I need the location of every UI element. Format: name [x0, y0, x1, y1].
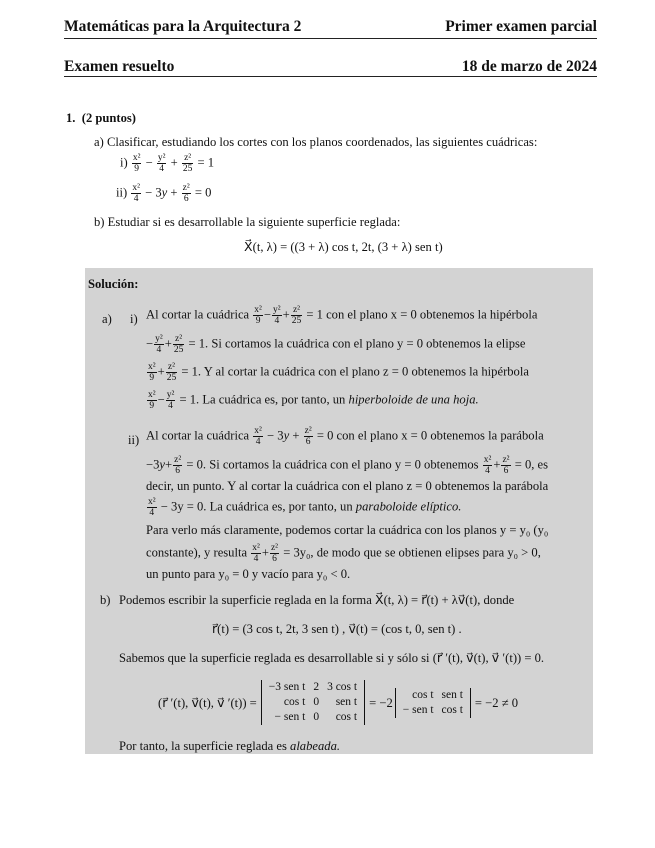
matrix-cell: cos t — [412, 688, 434, 701]
exam-date: 18 de marzo de 2024 — [461, 58, 597, 75]
solution-ai-line-3: $\frac{\text{x²}}{9}$ + $\frac{\text{z²}}{25}$ = 1. Y al cortar la cuádrica con el plano z = 0 obtenemos la hipérbola — [148, 362, 529, 383]
matrix-row — [265, 710, 361, 725]
solution-aii-line-4: $\frac{\text{x²}}{4}$ − 3y = 0. La cuádrica es, por tanto, un paraboloide elíptico. — [148, 497, 462, 518]
matrix-cell: sen t — [441, 688, 463, 701]
determinant-2x2 — [395, 688, 471, 718]
header-rule — [64, 38, 597, 39]
fraction: $\frac{\text{x²}}{4}$ — [254, 426, 262, 447]
fraction: $\frac{\text{y²}}{4}$ — [273, 305, 281, 326]
part-b-text: Estudiar si es desarrollable la siguiente superficie reglada: — [107, 215, 401, 229]
solution-aii-line-3: decir, un punto. Y al cortar la cuádrica con el plano z = 0 obtenemos la parábola — [146, 479, 549, 493]
problem-heading — [66, 110, 136, 126]
item-label: ii) — [116, 185, 128, 200]
problem-number: 1. — [66, 111, 76, 125]
fraction: $\frac{\text{x²}}{4}$ — [148, 497, 156, 518]
matrix-row — [399, 688, 467, 703]
matrix-cell: sen t — [335, 696, 358, 708]
fraction: $\frac{\text{z²}}{25}$ — [291, 305, 302, 326]
solution-ai-line-2: − $\frac{\text{y²}}{4}$ + $\frac{\text{z²}}{25}$ = 1. Si cortamos la cuádrica con el plano y = 0 obtenemos la elipse — [146, 334, 526, 355]
solution-b-conclusion: Por tanto, la superficie reglada es alabeada. — [119, 739, 341, 753]
solution-aii-line-5: Para verlo más claramente, podemos cortar la cuádrica con los planos y = y₀ (y₀ — [146, 523, 549, 537]
fraction: $\frac{\text{x²}}{4}$ — [132, 183, 140, 204]
header-row-1 — [64, 18, 597, 36]
solution-aii-line-2: −3y+ $\frac{\text{z²}}{6}$ = 0. Si cortamos la cuádrica con el plano y = 0 obtenemos $\frac{\text{x²}}{4}$ + $\frac{\text{z²}}{6}$ = 0, es — [146, 455, 549, 476]
matrix-cell: 2 — [313, 681, 320, 693]
part-label: b) — [94, 215, 105, 229]
quadric-i: i) $\frac{\text{x²}}{9}$ − $\frac{\text{y²}}{4}$ + $\frac{\text{z²}}{25}$ = 1 — [120, 153, 215, 174]
fraction: $\frac{\text{y²}}{4}$ — [157, 153, 166, 174]
surface-equation: X⃗(t, λ) = ((3 + λ) cos t, 2t, (3 + λ) sen t) — [244, 240, 443, 254]
solution-title: Solución: — [88, 277, 139, 291]
solution-b-label: b) — [100, 593, 111, 607]
exam-title: Primer examen parcial — [445, 18, 597, 35]
matrix-row — [265, 680, 361, 695]
matrix-row — [265, 695, 361, 710]
fraction: $\frac{\text{z²}}{6}$ — [502, 455, 510, 476]
matrix-cell: − sen t — [274, 711, 306, 723]
quadric-ii: ii) $\frac{\text{x²}}{4}$ − 3y + $\frac{\text{z²}}{6}$ = 0 — [116, 183, 212, 204]
fraction: $\frac{\text{x²}}{9}$ — [148, 362, 156, 383]
part-label: a) — [94, 135, 104, 149]
part-a-statement — [94, 134, 537, 150]
solution-b-determinant: (r⃗ ′(t), v⃗(t), v⃗ ′(t)) = −3 sen t 2 3 cos t cos t 0 sen t − sen t 0 cos t = −2 cos t sen t − sen t cos t = −2 ≠ 0 — [158, 681, 519, 723]
solution-aii-label: ii) — [128, 433, 140, 447]
solution-b-vectors: r⃗(t) = (3 cos t, 2t, 3 sen t) , v⃗(t) = (cos t, 0, sen t) . — [212, 622, 462, 636]
part-b-statement — [94, 214, 400, 230]
fraction: $\frac{\text{y²}}{4}$ — [155, 334, 163, 355]
fraction: $\frac{\text{x²}}{9}$ — [254, 305, 262, 326]
fraction: $\frac{\text{z²}}{25}$ — [182, 153, 193, 174]
matrix-cell: −3 sen t — [268, 681, 306, 693]
fraction: $\frac{\text{y²}}{4}$ — [166, 390, 175, 411]
fraction: $\frac{\text{z²}}{6}$ — [174, 455, 182, 476]
fraction: $\frac{\text{z²}}{6}$ — [304, 426, 312, 447]
item-label: i) — [120, 155, 128, 170]
matrix-cell: cos t — [283, 696, 306, 708]
solution-ai-line-1: Al cortar la cuádrica $\frac{\text{x²}}{9}$ − $\frac{\text{y²}}{4}$ + $\frac{\text{z²}}{25}$ = 1 con el plano x = 0 obtenemos la hipérbola — [146, 305, 538, 326]
solution-b-line-1: Podemos escribir la superficie reglada en la forma X⃗(t, λ) = r⃗(t) + λv⃗(t), donde — [119, 593, 515, 607]
course-title: Matemáticas para la Arquitectura 2 — [64, 18, 302, 35]
fraction: $\frac{\text{x²}}{4}$ — [483, 455, 492, 476]
fraction: $\frac{\text{x²}}{4}$ — [252, 543, 260, 564]
problem-points: (2 puntos) — [81, 111, 136, 125]
matrix-cell: − sen t — [402, 703, 434, 716]
matrix-cell: cos t — [441, 703, 463, 716]
header-row-2 — [64, 58, 597, 76]
matrix-cell: 0 — [313, 711, 320, 723]
solution-ai-label: i) — [130, 312, 138, 326]
matrix-cell: 0 — [313, 696, 320, 708]
fraction: $\frac{\text{z²}}{6}$ — [270, 543, 279, 564]
fraction: $\frac{\text{x²}}{9}$ — [148, 390, 156, 411]
matrix-row — [399, 703, 467, 718]
exam-subtitle: Examen resuelto — [64, 58, 175, 75]
solution-aii-line-6: constante), y resulta $\frac{\text{x²}}{4}$ + $\frac{\text{z²}}{6}$ = 3y₀, de modo que se obtienen elipses para y₀ > 0, — [146, 543, 541, 564]
fraction: $\frac{\text{x²}}{9}$ — [132, 153, 141, 174]
solution-a-label: a) — [102, 312, 112, 326]
header-rule — [64, 76, 597, 77]
solution-aii-line-7: un punto para y₀ = 0 y vacío para y₀ < 0. — [146, 567, 351, 581]
solution-b-line-2: Sabemos que la superficie reglada es desarrollable si y sólo si (r⃗ ′(t), v⃗(t), v⃗ ′(t)) = 0. — [119, 651, 545, 665]
fraction: $\frac{\text{z²}}{6}$ — [182, 183, 190, 204]
fraction: $\frac{\text{z²}}{25}$ — [166, 362, 177, 383]
solution-aii-line-1: Al cortar la cuádrica $\frac{\text{x²}}{4}$ − 3y + $\frac{\text{z²}}{6}$ = 0 con el plano x = 0 obtenemos la parábola — [146, 426, 544, 447]
fraction: $\frac{\text{z²}}{25}$ — [173, 334, 184, 355]
matrix-cell: cos t — [335, 711, 358, 723]
determinant-3x3 — [261, 680, 365, 725]
solution-ai-line-4: $\frac{\text{x²}}{9}$ − $\frac{\text{y²}}{4}$ = 1. La cuádrica es, por tanto, un hiperboloide de una hoja. — [148, 390, 479, 411]
part-a-text: Clasificar, estudiando los cortes con los planos coordenados, las siguientes cuádricas: — [106, 135, 538, 149]
matrix-cell: 3 cos t — [327, 681, 358, 693]
